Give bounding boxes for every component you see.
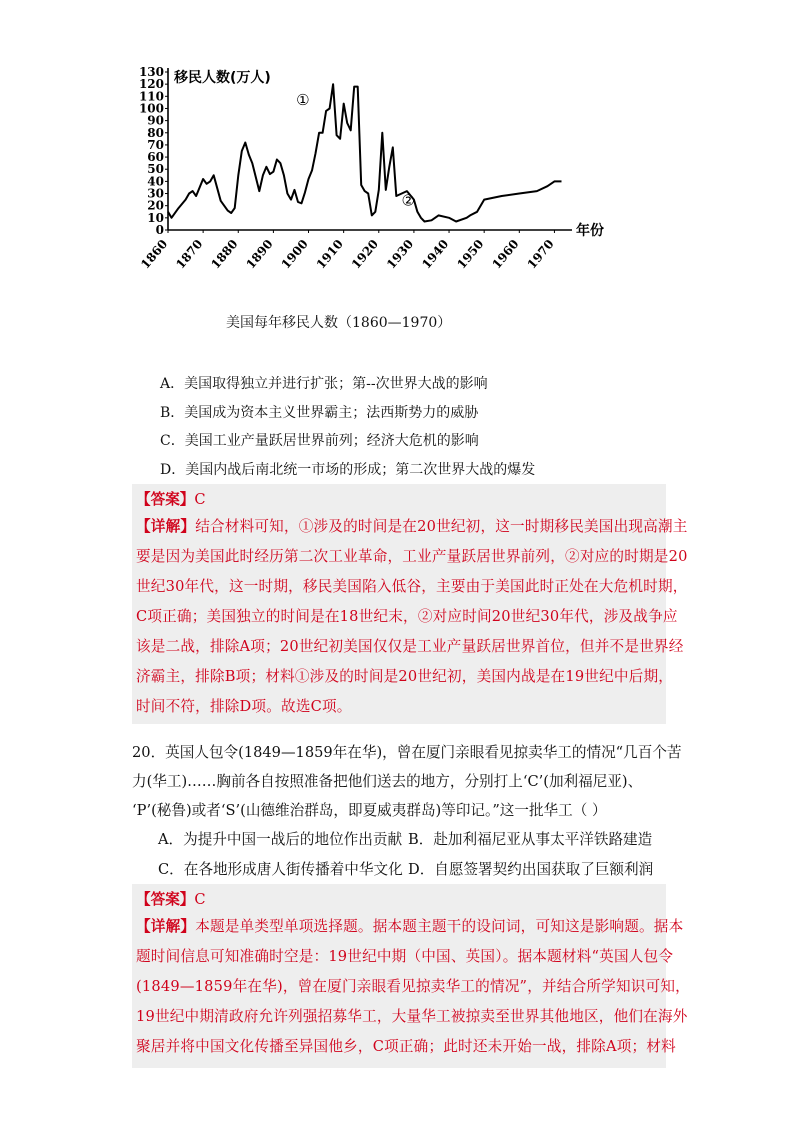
detail-line: 题时间信息可知准确时空是：19世纪中期（中国、英国）。据本题材料“英国人包令 (136, 948, 674, 965)
line-chart (140, 60, 640, 280)
annotation-label: ② (401, 191, 415, 210)
y-tick-label: 50 (147, 162, 164, 177)
y-tick-label: 30 (147, 186, 164, 201)
detail-tag: 【详解】 (136, 918, 196, 935)
options-row-1 (132, 825, 672, 855)
x-tick-label: 1900 (278, 236, 311, 272)
series-line (168, 84, 562, 221)
question-line: ‘P’(秘鲁)或者‘S’(山德维治群岛，即夏威夷群岛)等印记。”这一批华工（ ） (132, 802, 607, 819)
x-tick-label: 1970 (524, 236, 557, 272)
x-tick-label: 1860 (140, 236, 171, 272)
x-tick-label: 1870 (173, 236, 206, 272)
chart-caption: 美国每年移民人数（1860—1970） (226, 315, 452, 331)
detail-line: 时间不符，排除D项。故选C项。 (136, 698, 352, 715)
answer-box-1 (132, 484, 688, 724)
y-tick-label: 20 (147, 198, 164, 213)
option-c: C．美国工业产量跃居世界前列；经济大危机的影响 (160, 433, 479, 449)
detail-line: C项正确；美国独立的时间是在18世纪末，②对应时间20世纪30年代，涉及战争应 (136, 608, 678, 625)
y-tick-label: 130 (140, 65, 164, 79)
question-line: 力(华工)……胸前各自按照准备把他们送去的地方，分别打上‘C’(加利福尼亚)、 (132, 773, 643, 790)
detail-line: 聚居并将中国文化传播至异国他乡，C项正确；此时还未开始一战，排除A项；材料 (136, 1038, 676, 1055)
x-tick-label: 1920 (348, 236, 382, 272)
x-axis-label: 年份 (576, 223, 604, 239)
y-tick-label: 40 (147, 174, 164, 189)
x-tick-label: 1910 (313, 236, 346, 272)
option-a: A．为提升中国一战后的地位作出贡献 (158, 831, 403, 848)
y-axis-label: 移民人数(万人) (174, 70, 271, 86)
question-line: 20．英国人包令(1849—1859年在华)，曾在厦门亲眼看见掠卖华工的情况“几百个苦 (132, 744, 682, 761)
answer-value: C (194, 491, 206, 508)
y-tick-label: 100 (140, 101, 164, 116)
prev-question-options (160, 370, 535, 484)
y-tick-label: 120 (140, 77, 164, 92)
y-tick-label: 60 (147, 150, 164, 165)
detail-line: 【详解】结合材料可知，①涉及的时间是在20世纪初，这一时期移民美国出现高潮主 (136, 518, 688, 535)
detail-line: 济霸主，排除B项；材料①涉及的时间是20世纪初，美国内战是在19世纪中后期， (136, 668, 674, 685)
detail-line: 【详解】本题是单类型单项选择题。据本题主题干的设问词，可知这是影响题。据本 (136, 918, 684, 935)
x-tick-label: 1890 (243, 236, 276, 272)
immigration-chart (140, 60, 640, 280)
x-tick-label: 1940 (419, 236, 452, 272)
y-tick-label: 0 (155, 223, 164, 237)
option-c: C．在各地形成唐人街传播着中华文化 (158, 861, 403, 878)
detail-line: 19世纪中期清政府允许列强招募华工，大量华工被掠卖至世界其他地区，他们在海外 (136, 1008, 688, 1025)
detail-line: 要是因为美国此时经历第二次工业革命，工业产量跃居世界前列，②对应的时期是20 (136, 548, 688, 565)
answer-tag: 【答案】 (136, 891, 195, 908)
answer-tag: 【答案】 (136, 491, 195, 508)
option-a: A．美国取得独立并进行扩张；第--次世界大战的影响 (160, 376, 488, 392)
answer-box-2 (132, 884, 690, 1068)
option-d: D．美国内战后南北统一市场的形成；第二次世界大战的爆发 (160, 461, 536, 478)
x-tick-label: 1880 (208, 236, 241, 272)
y-tick-label: 90 (147, 113, 164, 128)
option-b: B．赴加利福尼亚从事太平洋铁路建造 (408, 831, 653, 848)
y-tick-label: 110 (140, 89, 164, 104)
y-tick-label: 80 (147, 125, 164, 140)
detail-line: 世纪30年代，这一时期，移民美国陷入低谷，主要由于美国此时正处在大危机时期， (136, 578, 688, 595)
x-tick-label: 1950 (454, 236, 487, 272)
options-row-2 (132, 855, 672, 885)
detail-line: 该是二战，排除A项；20世纪初美国仅仅是工业产量跃居世界首位，但并不是世界经 (136, 638, 684, 655)
x-tick-label: 1930 (384, 236, 417, 272)
y-tick-label: 70 (147, 137, 164, 152)
option-b: B．美国成为资本主义世界霸主；法西斯势力的威胁 (160, 404, 479, 421)
detail-tag: 【详解】 (136, 518, 196, 535)
y-tick-label: 10 (147, 210, 164, 225)
x-tick-label: 1960 (489, 236, 522, 272)
answer-value: C (194, 891, 206, 908)
annotation-label: ① (296, 90, 310, 109)
option-d: D．自愿签署契约出国获取了巨额利润 (408, 861, 654, 878)
question-20 (132, 738, 682, 885)
detail-line: (1849—1859年在华)，曾在厦门亲眼看见掠卖华工的情况”，并结合所学知识可知， (136, 978, 690, 995)
